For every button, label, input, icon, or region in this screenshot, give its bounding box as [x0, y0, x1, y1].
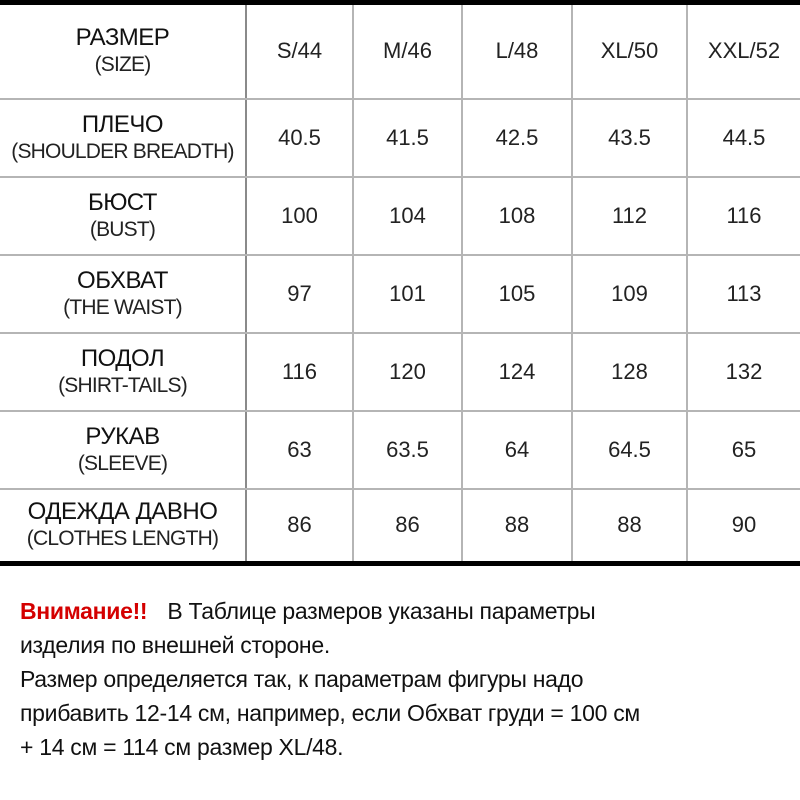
note-line-5: + 14 см = 114 см размер XL/48.	[20, 734, 344, 760]
row-label-cell	[0, 177, 246, 255]
cell-value: 116	[726, 202, 762, 228]
value-cell	[246, 411, 353, 489]
value-cell	[353, 333, 462, 411]
cell-value: 86	[395, 512, 420, 538]
value-cell	[246, 333, 353, 411]
value-cell	[353, 177, 462, 255]
cell-value: 128	[611, 358, 648, 384]
cell-value: 108	[498, 202, 536, 228]
row-label-cell	[0, 255, 246, 333]
value-cell	[687, 411, 800, 489]
row-label-ru: РУКАВ	[85, 422, 160, 450]
row-label-ru: ОБХВАТ	[77, 266, 168, 294]
table-row	[0, 411, 800, 489]
value-cell	[353, 255, 462, 333]
cell-value: 113	[726, 280, 762, 306]
cell-value: 63.5	[386, 436, 429, 462]
cell-value: 104	[389, 202, 426, 228]
row-label-en: (THE WAIST)	[63, 295, 182, 319]
cell-value: 101	[389, 280, 426, 306]
row-label-cell	[0, 99, 246, 177]
value-cell	[572, 177, 687, 255]
table-row	[0, 333, 800, 411]
value-cell	[687, 99, 800, 177]
value-cell	[246, 489, 353, 564]
value-cell	[462, 411, 572, 489]
row-label-cell	[0, 489, 246, 564]
value-cell	[353, 3, 462, 99]
row-label-cell	[0, 3, 246, 99]
value-cell	[572, 255, 687, 333]
value-cell	[462, 3, 572, 99]
value-cell	[353, 99, 462, 177]
value-cell	[462, 255, 572, 333]
value-cell	[246, 177, 353, 255]
value-cell	[687, 255, 800, 333]
table-row	[0, 255, 800, 333]
cell-value: 86	[287, 512, 312, 538]
cell-value: 88	[617, 512, 642, 538]
row-label-en: (SIZE)	[94, 53, 151, 77]
row-label-en: (CLOTHES LENGTH)	[26, 527, 219, 551]
row-label-en: (SHOULDER BREADTH)	[11, 139, 234, 163]
cell-value: 132	[725, 358, 763, 384]
note-line-3: Размер определяется так, к параметрам фигуры надо	[20, 666, 584, 692]
note-text-1: В Таблице размеров указаны параметры	[167, 598, 596, 624]
cell-value: S/44	[276, 38, 323, 64]
value-cell	[246, 99, 353, 177]
cell-value: 88	[504, 512, 530, 538]
value-cell	[353, 411, 462, 489]
row-label-en: (BUST)	[89, 217, 156, 241]
value-cell	[462, 177, 572, 255]
row-label-ru: ПЛЕЧО	[81, 110, 164, 138]
row-label-ru: ПОДОЛ	[80, 344, 165, 372]
cell-value: 100	[281, 202, 318, 228]
table-row	[0, 489, 800, 564]
value-cell	[353, 489, 462, 564]
cell-value: 64	[504, 436, 530, 462]
size-note	[20, 594, 790, 764]
attention-label: Внимание!!	[20, 598, 148, 624]
cell-value: 120	[389, 358, 426, 384]
cell-value: 41.5	[386, 124, 429, 150]
value-cell	[687, 177, 800, 255]
cell-value: XXL/52	[707, 38, 781, 64]
row-label-cell	[0, 411, 246, 489]
value-cell	[572, 333, 687, 411]
value-cell	[462, 333, 572, 411]
value-cell	[572, 411, 687, 489]
value-cell	[687, 489, 800, 564]
value-cell	[246, 255, 353, 333]
cell-value: XL/50	[600, 38, 659, 64]
cell-value: 109	[611, 280, 648, 306]
cell-value: L/48	[495, 38, 539, 64]
cell-value: M/46	[383, 38, 432, 64]
cell-value: 116	[281, 358, 318, 384]
value-cell	[572, 3, 687, 99]
value-cell	[462, 99, 572, 177]
cell-value: 44.5	[722, 124, 766, 150]
row-label-cell	[0, 333, 246, 411]
table-row	[0, 99, 800, 177]
cell-value: 112	[611, 202, 648, 228]
cell-value: 97	[287, 280, 312, 306]
cell-value: 43.5	[608, 124, 651, 150]
cell-value: 124	[498, 358, 536, 384]
cell-value: 42.5	[495, 124, 539, 150]
value-cell	[462, 489, 572, 564]
table-row	[0, 177, 800, 255]
value-cell	[246, 3, 353, 99]
value-cell	[572, 99, 687, 177]
note-line-2: изделия по внешней стороне.	[20, 632, 330, 658]
value-cell	[687, 333, 800, 411]
cell-value: 40.5	[278, 124, 321, 150]
row-label-en: (SHIRT-TAILS)	[58, 373, 187, 397]
table-row	[0, 3, 800, 99]
row-label-en: (SLEEVE)	[77, 451, 168, 475]
value-cell	[687, 3, 800, 99]
row-label-ru: БЮСТ	[88, 188, 157, 216]
note-line-4: прибавить 12-14 см, например, если Обхват груди = 100 см	[20, 700, 640, 726]
cell-value: 63	[287, 436, 312, 462]
note-line-1	[20, 594, 790, 628]
cell-value: 65	[731, 436, 757, 462]
cell-value: 90	[731, 512, 757, 538]
row-label-ru: ОДЕЖДА ДАВНО	[27, 498, 218, 526]
cell-value: 105	[498, 280, 536, 306]
size-chart-body	[0, 3, 800, 564]
cell-value: 64.5	[608, 436, 651, 462]
row-label-ru: РАЗМЕР	[75, 24, 170, 52]
value-cell	[572, 489, 687, 564]
